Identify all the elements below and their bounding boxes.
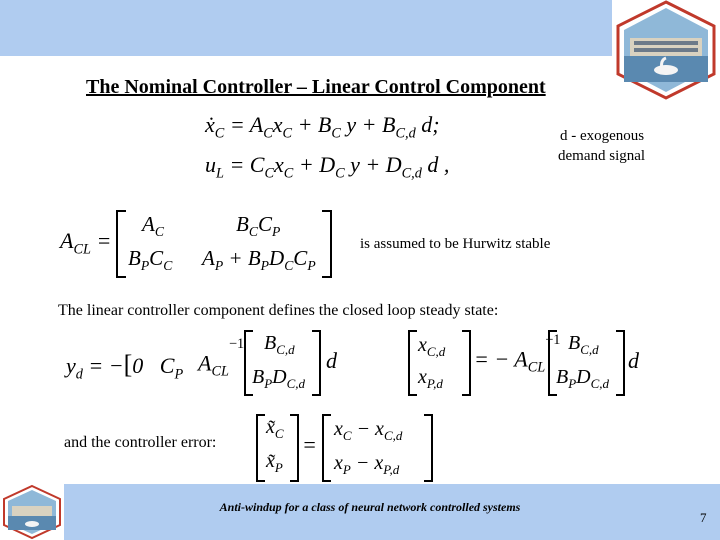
err-entry: $x_P - x_{P,d}$ <box>334 452 400 477</box>
lake-building-logo-icon <box>0 484 64 540</box>
text-controller-error: and the controller error: <box>64 434 217 451</box>
err-right-bracket <box>290 414 299 482</box>
xd-matrix-entry: $B_{C,d}$ <box>568 332 599 357</box>
text-steady-state: The linear controller component defines the closed loop steady state: <box>58 302 499 319</box>
note-hurwitz: is assumed to be Hurwitz stable <box>360 236 551 252</box>
acl-label: $A_{CL}$ = <box>60 228 112 258</box>
page-number: 7 <box>700 510 707 525</box>
xd-matrix-right-bracket <box>616 330 625 396</box>
err-equals: = <box>302 432 317 457</box>
acl-right-bracket <box>322 210 332 278</box>
state-equation: $ẋ_C = A_Cx_C + B_C$ $y + B_{C,d}$ d; <box>205 112 440 142</box>
xd-right-bracket <box>462 330 471 396</box>
xd-d: d <box>628 348 639 373</box>
lake-building-logo-icon <box>612 0 720 100</box>
slide-title: The Nominal Controller – Linear Control Component <box>86 76 546 98</box>
header-band <box>0 0 612 56</box>
err-entry: $x̃_C$ <box>266 416 284 441</box>
yd-acl: $A_{CL}^{-1}$ <box>198 336 245 380</box>
xd-rhs: = − $A_{CL}^{-1}$ <box>474 332 561 376</box>
acl-entry: $B_CC_P$ <box>236 212 281 240</box>
yd-equation: $y_d = -[0$ $C_P$ <box>66 350 184 383</box>
yd-d: d <box>326 348 337 373</box>
note-d-line1: d - exogenous <box>560 128 645 144</box>
yd-matrix-entry: $B_{C,d}$ <box>264 332 295 357</box>
note-d-line2: demand signal <box>558 148 646 164</box>
err-entry: $x_C - x_{C,d}$ <box>334 418 403 443</box>
err-left-bracket <box>256 414 265 482</box>
acl-left-bracket <box>116 210 126 278</box>
output-equation: $u_L = C_Cx_C + D_C$ $y + D_{C,d}$ d , <box>205 152 450 182</box>
xd-matrix-entry: $B_PD_{C,d}$ <box>556 366 610 391</box>
acl-entry: $A_C$ <box>142 212 164 240</box>
acl-entry: $B_PC_C$ <box>128 246 173 274</box>
footer-text: Anti-windup for a class of neural network controlled systems <box>219 500 521 514</box>
yd-matrix-entry: $B_PD_{C,d}$ <box>252 366 306 391</box>
err-rhs-left-bracket <box>322 414 331 482</box>
xd-left-bracket <box>408 330 417 396</box>
acl-entry: $A_P + B_PD_CC_P$ <box>202 246 316 274</box>
err-rhs-right-bracket <box>424 414 433 482</box>
yd-matrix-right-bracket <box>312 330 321 396</box>
xd-entry: $x_{C,d}$ <box>418 334 446 359</box>
err-entry: $x̃_P$ <box>266 450 283 475</box>
xd-entry: $x_{P,d}$ <box>418 366 443 391</box>
